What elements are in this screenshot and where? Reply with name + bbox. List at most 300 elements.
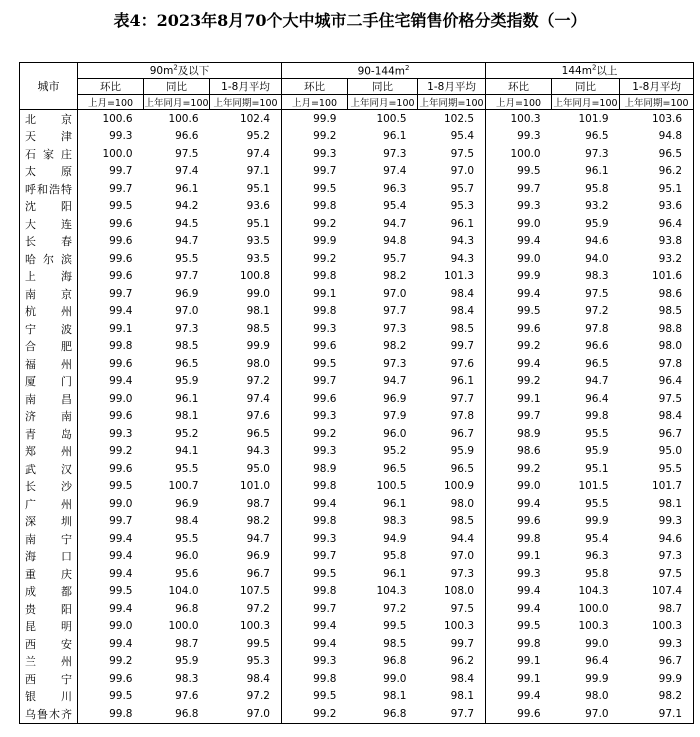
value-cell: 97.2 [210,600,282,618]
city-cell: 厦门 [20,373,78,391]
value-cell: 100.5 [376,480,407,493]
value-cell: 99.2 [313,427,337,440]
value-cell: 99.3 [313,532,337,545]
value-cell: 95.0 [658,445,683,458]
value-cell: 99.2 [109,445,133,458]
value-cell: 95.2 [383,445,407,458]
value-cell: 96.3 [585,550,609,563]
value-cell: 98.5 [418,320,486,338]
value-cell: 97.5 [585,287,609,300]
value-cell: 99.5 [517,620,541,633]
value-cell: 101.7 [651,480,683,493]
value-cell: 97.3 [383,147,407,160]
city-cell: 青岛 [20,425,78,443]
value-cell: 95.5 [585,497,609,510]
value-cell: 96.8 [348,705,418,723]
value-cell: 98.5 [418,513,486,531]
table-row [20,565,694,583]
value-cell: 94.8 [383,235,407,248]
value-cell: 99.6 [517,322,541,335]
value-cell: 97.3 [383,357,407,370]
metric-header: 同比 [348,79,418,95]
value-cell: 97.8 [418,408,486,426]
value-cell: 101.9 [578,112,609,125]
table-row [20,478,694,496]
value-cell: 99.0 [517,252,541,265]
value-cell: 95.9 [585,445,609,458]
value-cell: 99.1 [517,392,541,405]
value-cell: 98.6 [658,287,683,300]
city-cell: 广州 [20,495,78,513]
metric-header: 1-8月平均 [418,79,486,95]
value-cell: 99.3 [109,130,133,143]
value-cell: 96.5 [175,357,199,370]
value-cell: 97.2 [585,305,609,318]
value-cell: 97.9 [383,410,407,423]
value-cell: 104.3 [376,585,407,598]
table-row [20,408,694,426]
value-cell: 97.5 [418,145,486,163]
group-header-medium: $90-144m^2$ [282,63,486,79]
value-cell: 100.3 [510,112,541,125]
value-cell: 98.2 [383,270,407,283]
value-cell: 98.5 [658,305,683,318]
value-cell: 99.9 [313,235,337,248]
value-cell: 93.2 [585,200,609,213]
table-row [20,268,694,286]
table-row [20,110,694,128]
value-cell: 97.0 [552,705,620,723]
table-row [20,530,694,548]
base-header: 上年同月=100 [144,95,210,110]
value-cell: 97.5 [658,567,683,580]
value-cell: 97.7 [175,270,199,283]
city-cell: 西宁 [20,670,78,688]
value-cell: 99.0 [383,672,407,685]
city-cell: 长沙 [20,478,78,496]
value-cell: 99.3 [313,445,337,458]
table-row [20,233,694,251]
value-cell: 98.8 [658,322,683,335]
value-cell: 99.0 [109,497,133,510]
base-header: 上年同期=100 [620,95,694,110]
value-cell: 104.0 [168,585,199,598]
value-cell: 96.1 [585,165,609,178]
value-cell: 96.9 [175,497,199,510]
value-cell: 98.9 [313,462,337,475]
value-cell: 99.7 [109,165,133,178]
value-cell: 96.4 [658,375,683,388]
city-cell: 成都 [20,583,78,601]
value-cell: 94.6 [585,235,609,248]
value-cell: 98.7 [658,602,683,615]
value-cell: 99.4 [517,287,541,300]
value-cell: 96.5 [658,147,683,160]
value-cell: 93.6 [658,200,683,213]
city-cell: 海口 [20,548,78,566]
value-cell: 99.3 [109,427,133,440]
value-cell: 100.3 [418,618,486,636]
city-column-header: 城市 [20,63,78,110]
city-cell: 合肥 [20,338,78,356]
value-cell: 99.7 [313,165,337,178]
value-cell: 96.7 [658,655,683,668]
metric-header: 同比 [552,79,620,95]
value-cell: 94.7 [383,217,407,230]
value-cell: 99.5 [313,357,337,370]
value-cell: 99.6 [109,217,133,230]
value-cell: 97.7 [418,390,486,408]
value-cell: 99.7 [109,515,133,528]
value-cell: 96.6 [175,130,199,143]
value-cell: 98.0 [585,690,609,703]
group-header-small: $90m^2$及以下 [78,63,282,79]
value-cell: 99.5 [383,620,407,633]
table-row [20,390,694,408]
city-cell: 西安 [20,635,78,653]
value-cell: 99.6 [109,672,133,685]
value-cell: 99.8 [313,305,337,318]
value-cell: 96.3 [383,182,407,195]
value-cell: 94.0 [585,252,609,265]
value-cell: 98.2 [210,513,282,531]
metric-header-row [20,79,694,95]
value-cell: 95.3 [210,653,282,671]
value-cell: 94.7 [585,375,609,388]
value-cell: 96.0 [383,427,407,440]
value-cell: 97.3 [418,565,486,583]
value-cell: 95.1 [210,180,282,198]
value-cell: 95.2 [210,128,282,146]
table-row [20,600,694,618]
value-cell: 96.7 [418,425,486,443]
value-cell: 99.7 [109,182,133,195]
value-cell: 99.2 [282,705,348,723]
city-cell: 深圳 [20,513,78,531]
city-cell: 福州 [20,355,78,373]
value-cell: 95.9 [175,375,199,388]
value-cell: 99.4 [313,620,337,633]
value-cell: 97.3 [175,322,199,335]
value-cell: 96.1 [418,373,486,391]
value-cell: 94.6 [658,532,683,545]
value-cell: 99.9 [517,270,541,283]
table-row [20,583,694,601]
value-cell: 99.1 [517,655,541,668]
city-cell: 石家庄 [20,145,78,163]
value-cell: 97.8 [585,322,609,335]
value-cell: 99.4 [109,550,133,563]
city-cell: 杭州 [20,303,78,321]
value-cell: 97.6 [175,690,199,703]
city-cell: 南昌 [20,390,78,408]
value-cell: 96.1 [175,182,199,195]
city-cell: 上海 [20,268,78,286]
value-cell: 98.3 [585,270,609,283]
value-cell: 99.5 [517,165,541,178]
value-cell: 95.3 [418,198,486,216]
value-cell: 99.0 [210,285,282,303]
value-cell: 99.3 [313,322,337,335]
value-cell: 97.2 [210,373,282,391]
city-cell: 沈阳 [20,198,78,216]
table-row [20,495,694,513]
value-cell: 100.3 [210,618,282,636]
value-cell: 96.8 [383,655,407,668]
metric-header: 环比 [486,79,552,95]
value-cell: 99.9 [658,672,683,685]
value-cell: 95.5 [585,427,609,440]
table-row [20,303,694,321]
value-cell: 98.4 [210,670,282,688]
value-cell: 97.5 [418,600,486,618]
table-row [20,705,694,723]
value-cell: 97.5 [658,392,683,405]
value-cell: 99.8 [313,270,337,283]
value-cell: 94.9 [383,532,407,545]
value-cell: 96.7 [210,565,282,583]
value-cell: 99.6 [313,392,337,405]
value-cell: 99.0 [517,217,541,230]
value-cell: 102.5 [418,110,486,128]
value-cell: 100.0 [168,620,199,633]
value-cell: 98.4 [418,670,486,688]
city-cell: 乌鲁木齐 [20,705,78,723]
value-cell: 97.0 [383,287,407,300]
table-header [20,63,694,110]
value-cell: 95.9 [585,217,609,230]
value-cell: 95.2 [175,427,199,440]
group-header-large: $144m^2$以上 [486,63,694,79]
value-cell: 94.5 [175,217,199,230]
base-header: 上年同期=100 [210,95,282,110]
value-cell: 95.5 [175,532,199,545]
value-cell: 98.5 [210,320,282,338]
city-cell: 大连 [20,215,78,233]
value-cell: 99.7 [517,410,541,423]
city-cell: 兰州 [20,653,78,671]
value-cell: 99.2 [313,252,337,265]
value-cell: 99.6 [313,340,337,353]
value-cell: 99.6 [109,252,133,265]
value-cell: 98.0 [210,355,282,373]
value-cell: 99.0 [517,480,541,493]
value-cell: 103.6 [651,112,683,125]
value-cell: 99.1 [517,550,541,563]
value-cell: 100.6 [102,112,133,125]
value-cell: 96.1 [383,497,407,510]
city-cell: 昆明 [20,618,78,636]
value-cell: 99.4 [517,690,541,703]
value-cell: 98.0 [418,495,486,513]
value-cell: 99.0 [585,637,609,650]
value-cell: 95.8 [585,182,609,195]
value-cell: 98.3 [383,515,407,528]
table-row [20,250,694,268]
value-cell: 95.1 [585,462,609,475]
value-cell: 98.0 [658,340,683,353]
table-row [20,688,694,706]
table-row [20,355,694,373]
value-cell: 99.2 [313,130,337,143]
value-cell: 96.5 [585,130,609,143]
value-cell: 99.6 [517,515,541,528]
value-cell: 99.8 [585,410,609,423]
city-cell: 重庆 [20,565,78,583]
value-cell: 99.3 [517,567,541,580]
value-cell: 99.8 [78,705,144,723]
value-cell: 98.6 [517,445,541,458]
value-cell: 99.5 [109,480,133,493]
value-cell: 95.7 [418,180,486,198]
value-cell: 99.8 [313,672,337,685]
value-cell: 96.5 [210,425,282,443]
value-cell: 99.9 [210,338,282,356]
base-header: 上年同期=100 [418,95,486,110]
table-row [20,653,694,671]
value-cell: 98.5 [383,637,407,650]
value-cell: 100.3 [578,620,609,633]
value-cell: 94.3 [418,250,486,268]
value-cell: 95.1 [210,215,282,233]
value-cell: 100.0 [102,147,133,160]
value-cell: 101.6 [651,270,683,283]
city-cell: 天津 [20,128,78,146]
value-cell: 96.5 [585,357,609,370]
value-cell: 100.3 [651,620,683,633]
value-cell: 99.8 [313,585,337,598]
value-cell: 100.9 [418,478,486,496]
value-cell: 95.5 [175,462,199,475]
value-cell: 97.4 [210,145,282,163]
city-cell: 济南 [20,408,78,426]
value-cell: 94.3 [210,443,282,461]
table-row [20,180,694,198]
value-cell: 101.3 [418,268,486,286]
value-cell: 93.5 [210,250,282,268]
value-cell: 95.4 [383,200,407,213]
city-cell: 南京 [20,285,78,303]
value-cell: 99.5 [313,690,337,703]
value-cell: 102.4 [210,110,282,128]
value-cell: 95.5 [658,462,683,475]
value-cell: 96.9 [175,287,199,300]
city-cell: 哈尔滨 [20,250,78,268]
city-cell: 郑州 [20,443,78,461]
table-row [20,163,694,181]
metric-header: 1-8月平均 [620,79,694,95]
value-cell: 99.5 [109,690,133,703]
value-cell: 99.4 [109,637,133,650]
value-cell: 96.1 [418,215,486,233]
value-cell: 96.9 [383,392,407,405]
value-cell: 96.0 [175,550,199,563]
value-cell: 98.3 [175,672,199,685]
value-cell: 99.1 [109,322,133,335]
value-cell: 98.4 [418,303,486,321]
value-cell: 95.4 [585,532,609,545]
value-cell: 99.0 [109,620,133,633]
metric-header: 1-8月平均 [210,79,282,95]
value-cell: 99.5 [313,182,337,195]
value-cell: 96.7 [658,427,683,440]
value-cell: 100.7 [168,480,199,493]
value-cell: 98.2 [383,340,407,353]
value-cell: 95.7 [383,252,407,265]
value-cell: 99.3 [517,200,541,213]
value-cell: 97.1 [210,163,282,181]
value-cell: 95.8 [383,550,407,563]
value-cell: 99.2 [313,217,337,230]
table-title: 表4：2023年8月70个大中城市二手住宅销售价格分类指数（一） [113,11,587,30]
price-index-table [19,62,694,724]
value-cell: 99.7 [418,635,486,653]
value-cell: 98.1 [175,410,199,423]
table-row [20,548,694,566]
value-cell: 95.9 [418,443,486,461]
value-cell: 99.2 [517,462,541,475]
table-row [20,513,694,531]
value-cell: 99.3 [313,147,337,160]
table-row [20,635,694,653]
value-cell: 100.0 [578,602,609,615]
value-cell: 97.3 [585,147,609,160]
value-cell: 99.8 [517,532,541,545]
city-cell: 银川 [20,688,78,706]
value-cell: 107.4 [651,585,683,598]
value-cell: 94.8 [658,130,683,143]
value-cell: 100.5 [376,112,407,125]
value-cell: 98.7 [210,495,282,513]
value-cell: 97.8 [658,357,683,370]
value-cell: 96.1 [383,567,407,580]
value-cell: 99.3 [517,130,541,143]
value-cell: 96.2 [658,165,683,178]
table-row [20,320,694,338]
value-cell: 97.7 [383,305,407,318]
value-cell: 99.1 [313,287,337,300]
city-cell: 武汉 [20,460,78,478]
value-cell: 99.4 [313,497,337,510]
value-cell: 99.2 [109,655,133,668]
value-cell: 99.2 [517,340,541,353]
value-cell: 96.8 [175,602,199,615]
value-cell: 99.8 [313,200,337,213]
table-row [20,128,694,146]
value-cell: 99.4 [109,532,133,545]
value-cell: 99.6 [109,462,133,475]
value-cell: 95.5 [175,252,199,265]
value-cell: 99.4 [109,567,133,580]
value-cell: 98.4 [658,410,683,423]
value-cell: 95.0 [210,460,282,478]
value-cell: 98.1 [383,690,407,703]
value-cell: 95.8 [585,567,609,580]
value-cell: 99.9 [585,672,609,685]
value-cell: 97.4 [383,165,407,178]
value-cell: 98.4 [175,515,199,528]
value-cell: 94.3 [418,233,486,251]
value-cell: 99.1 [517,672,541,685]
value-cell: 99.9 [585,515,609,528]
value-cell: 97.4 [210,390,282,408]
base-header: 上月=100 [282,95,348,110]
table-body [20,110,694,724]
value-cell: 97.5 [175,147,199,160]
city-cell: 南宁 [20,530,78,548]
value-cell: 99.7 [418,338,486,356]
value-cell: 99.3 [658,515,683,528]
